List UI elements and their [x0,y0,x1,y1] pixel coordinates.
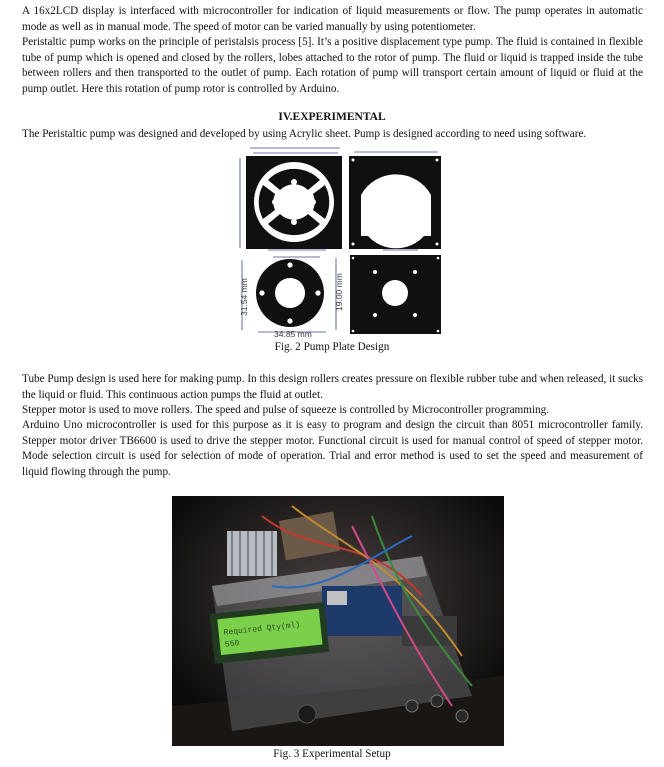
plate-rotor-holes [246,156,342,249]
dim-width-label: 34.85 mm [274,329,312,339]
plate-rotor-disk [239,258,344,339]
paragraph-section-intro: The Peristaltic pump was designed and developed by using Acrylic sheet. Pump is designed according to need using software. [22,128,587,140]
lcd-line-2: 550 [224,639,240,650]
plate-housing [349,156,441,249]
section-heading: IV.EXPERIMENTAL [278,111,386,123]
paragraph-peristaltic: Peristaltic pump works on the principle of peristalsis process [5]. It’s a positive displacement type pump. The fluid is contained in flexible tube of pump which is opened and closed by the rollers, lobes attached to the rotor of pump. The fluid or liquid is trapped inside the tube between rollers and then transported to the outlet of pump. Each rotation of pump will transport certain amount of liquid or fluid at the pump outlet. Here this rotation of pump rotor is controlled by Arduino. [22,36,643,95]
figure2-caption: Fig. 2 Pump Plate Design [274,341,390,353]
dim-inner-label: 19.00 mm [334,273,344,311]
paragraph-lcd: A 16x2LCD display is interfaced with microcontroller for indication of liquid measurements or flow. The pump operates in automatic mode as well as in manual mode. The speed of motor can be varied manually by using potentiometer. [22,5,643,33]
lcd-line-1: Required Qty(ml) [223,620,301,638]
paragraph-stepper: Stepper motor is used to move rollers. The speed and pulse of squeeze is controlled by Microcontroller programming. [22,404,550,416]
paragraph-tube-pump: Tube Pump design is used here for making pump. In this design rollers creates pressure on flexible rubber tube and when released, it sucks the liquid or fluid. This continuous action pumps the fluid at outlet. [22,373,643,401]
pump-plate-figure [228,140,442,340]
dim-height-label: 31.54 mm [239,278,249,316]
heat-sink [227,531,277,576]
paragraph-arduino: Arduino Uno microcontroller is used for this purpose as it is easy to program and design the circuit than 8051 microcontroller family. Stepper motor driver TB6600 is used to drive the stepper motor. Functional circuit is used for manual control of speed of stepper motor. Mode selection circuit is used for selection of mode of operation. Trial and error method is used to set the speed and measurement of liquid flowing through the pump. [22,419,643,478]
plate-base [350,255,441,334]
figure3-caption: Fig. 3 Experimental Setup [273,748,391,760]
experimental-setup-photo [172,496,504,746]
